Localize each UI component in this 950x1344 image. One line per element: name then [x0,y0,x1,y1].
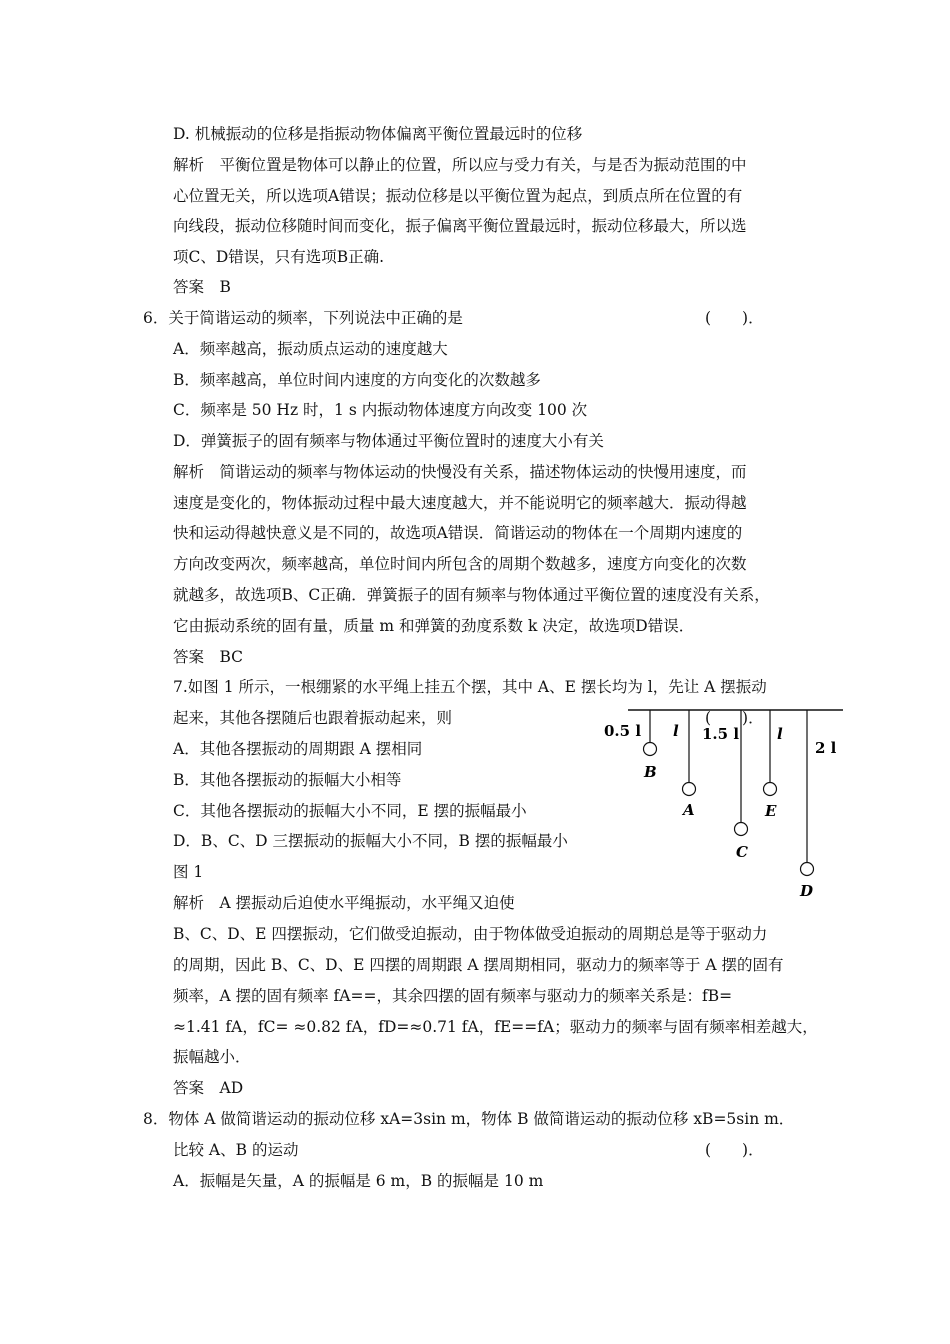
q7-option-b: B．其他各摆振动的振幅大小相等 [173,771,402,789]
figure-caption: 图 1 [173,863,204,881]
q5-answer: 答案 B [173,278,231,296]
q7-analysis-line: 解析 A 摆振动后迫使水平绳振动，水平绳又迫使 [173,894,515,912]
q8-answer-blank: ( )． [705,1141,764,1159]
q5-option-d: D. 机械振动的位移是指振动物体偏离平衡位置最远时的位移 [173,125,583,143]
pendulum-bob [644,743,657,756]
bob-label: B [644,763,657,781]
pendulum-bob [735,823,748,836]
bob-label: E [765,802,777,820]
q7-option-d: D．B、C、D 三摆振动的振幅大小不同，B 摆的振幅最小 [173,832,568,850]
length-label: 2 l [815,739,837,757]
bob-label: A [683,801,695,819]
bob-label: D [800,882,814,900]
q6-analysis-line: 方向改变两次，频率越高，单位时间内所包含的周期个数越多，速度方向变化的次数 [173,555,747,573]
q6-analysis-line: 快和运动得越快意义是不同的，故选项A错误．简谐运动的物体在一个周期内速度的 [173,524,743,542]
q7-stem-cont: 起来，其他各摆随后也跟着振动起来，则 [173,709,453,727]
q5-analysis-line: 解析 平衡位置是物体可以静止的位置，所以应与受力有关，与是否为振动范围的中 [173,156,747,174]
q6-option-b: B．频率越高，单位时间内速度的方向变化的次数越多 [173,371,541,389]
q6-option-d: D．弹簧振子的固有频率与物体通过平衡位置时的速度大小有关 [173,432,604,450]
q7-analysis-line: B、C、D、E 四摆振动，它们做受迫振动，由于物体做受迫振动的周期总是等于驱动力 [173,925,768,943]
q7-option-c: C．其他各摆振动的振幅大小不同，E 摆的振幅最小 [173,802,527,820]
length-label: l [777,725,783,743]
q6-analysis-line: 就越多，故选项B、C正确．弹簧振子的固有频率与物体通过平衡位置的速度没有关系， [173,586,770,604]
q8-option-a: A．振幅是矢量，A 的振幅是 6 m，B 的振幅是 10 m [173,1172,544,1190]
q7-answer-blank: ( )． [705,709,764,727]
length-label: 1.5 l [702,725,740,743]
q7-analysis-line: 频率，A 摆的固有频率 fA==，其余四摆的固有频率与驱动力的频率关系是：fB= [173,987,733,1005]
q6-stem: 6．关于简谐运动的频率，下列说法中正确的是 [143,309,463,327]
q6-analysis-line: 速度是变化的，物体振动过程中最大速度越大，并不能说明它的频率越大．振动得越 [173,494,747,512]
q8-stem-cont: 比较 A、B 的运动 [173,1141,299,1159]
pendulum-bob [683,783,696,796]
length-label: l [673,722,679,740]
q7-analysis-line: 振幅越小． [173,1048,251,1066]
q7-stem: 7.如图 1 所示，一根绷紧的水平绳上挂五个摆，其中 A、E 摆长均为 l，先让 A 摆振动 [173,678,767,696]
bob-label: C [736,843,748,861]
pendulum-diagram [598,700,848,900]
q6-answer: 答案 BC [173,648,244,666]
q6-answer-blank: ( )． [705,309,764,327]
q7-analysis-line: 的周期，因此 B、C、D、E 四摆的周期跟 A 摆周期相同，驱动力的频率等于 A 摆的固有 [173,956,784,974]
q6-analysis-line: 它由振动系统的固有量，质量 m 和弹簧的劲度系数 k 决定，故选项D错误． [173,617,695,635]
q5-analysis-line: 心位置无关，所以选项A错误；振动位移是以平衡位置为起点，到质点所在位置的有 [173,187,743,205]
q5-analysis-line: 向线段，振动位移随时间而变化，振子偏离平衡位置最远时，振动位移最大，所以选 [173,217,747,235]
q8-stem: 8．物体 A 做简谐运动的振动位移 xA=3sin m，物体 B 做简谐运动的振动位移 xB=5sin m． [143,1110,795,1128]
q7-answer: 答案 AD [173,1079,244,1097]
q6-analysis-line: 解析 简谐运动的频率与物体运动的快慢没有关系，描述物体运动的快慢用速度，而 [173,463,747,481]
q7-option-a: A．其他各摆振动的周期跟 A 摆相同 [173,740,423,758]
q6-option-a: A．频率越高，振动质点运动的速度越大 [173,340,448,358]
q6-option-c: C．频率是 50 Hz 时，1 s 内振动物体速度方向改变 100 次 [173,401,588,419]
pendulum-figure [598,700,848,900]
pendulum-bob [764,783,777,796]
q5-analysis-line: 项C、D错误，只有选项B正确. [173,248,385,266]
pendulum-bob [801,863,814,876]
q7-analysis-line: ≈1.41 fA，fC= ≈0.82 fA，fD=≈0.71 fA，fE==fA；驱动力的频率与固有频率相差越大， [173,1018,818,1036]
length-label: 0.5 l [604,722,642,740]
